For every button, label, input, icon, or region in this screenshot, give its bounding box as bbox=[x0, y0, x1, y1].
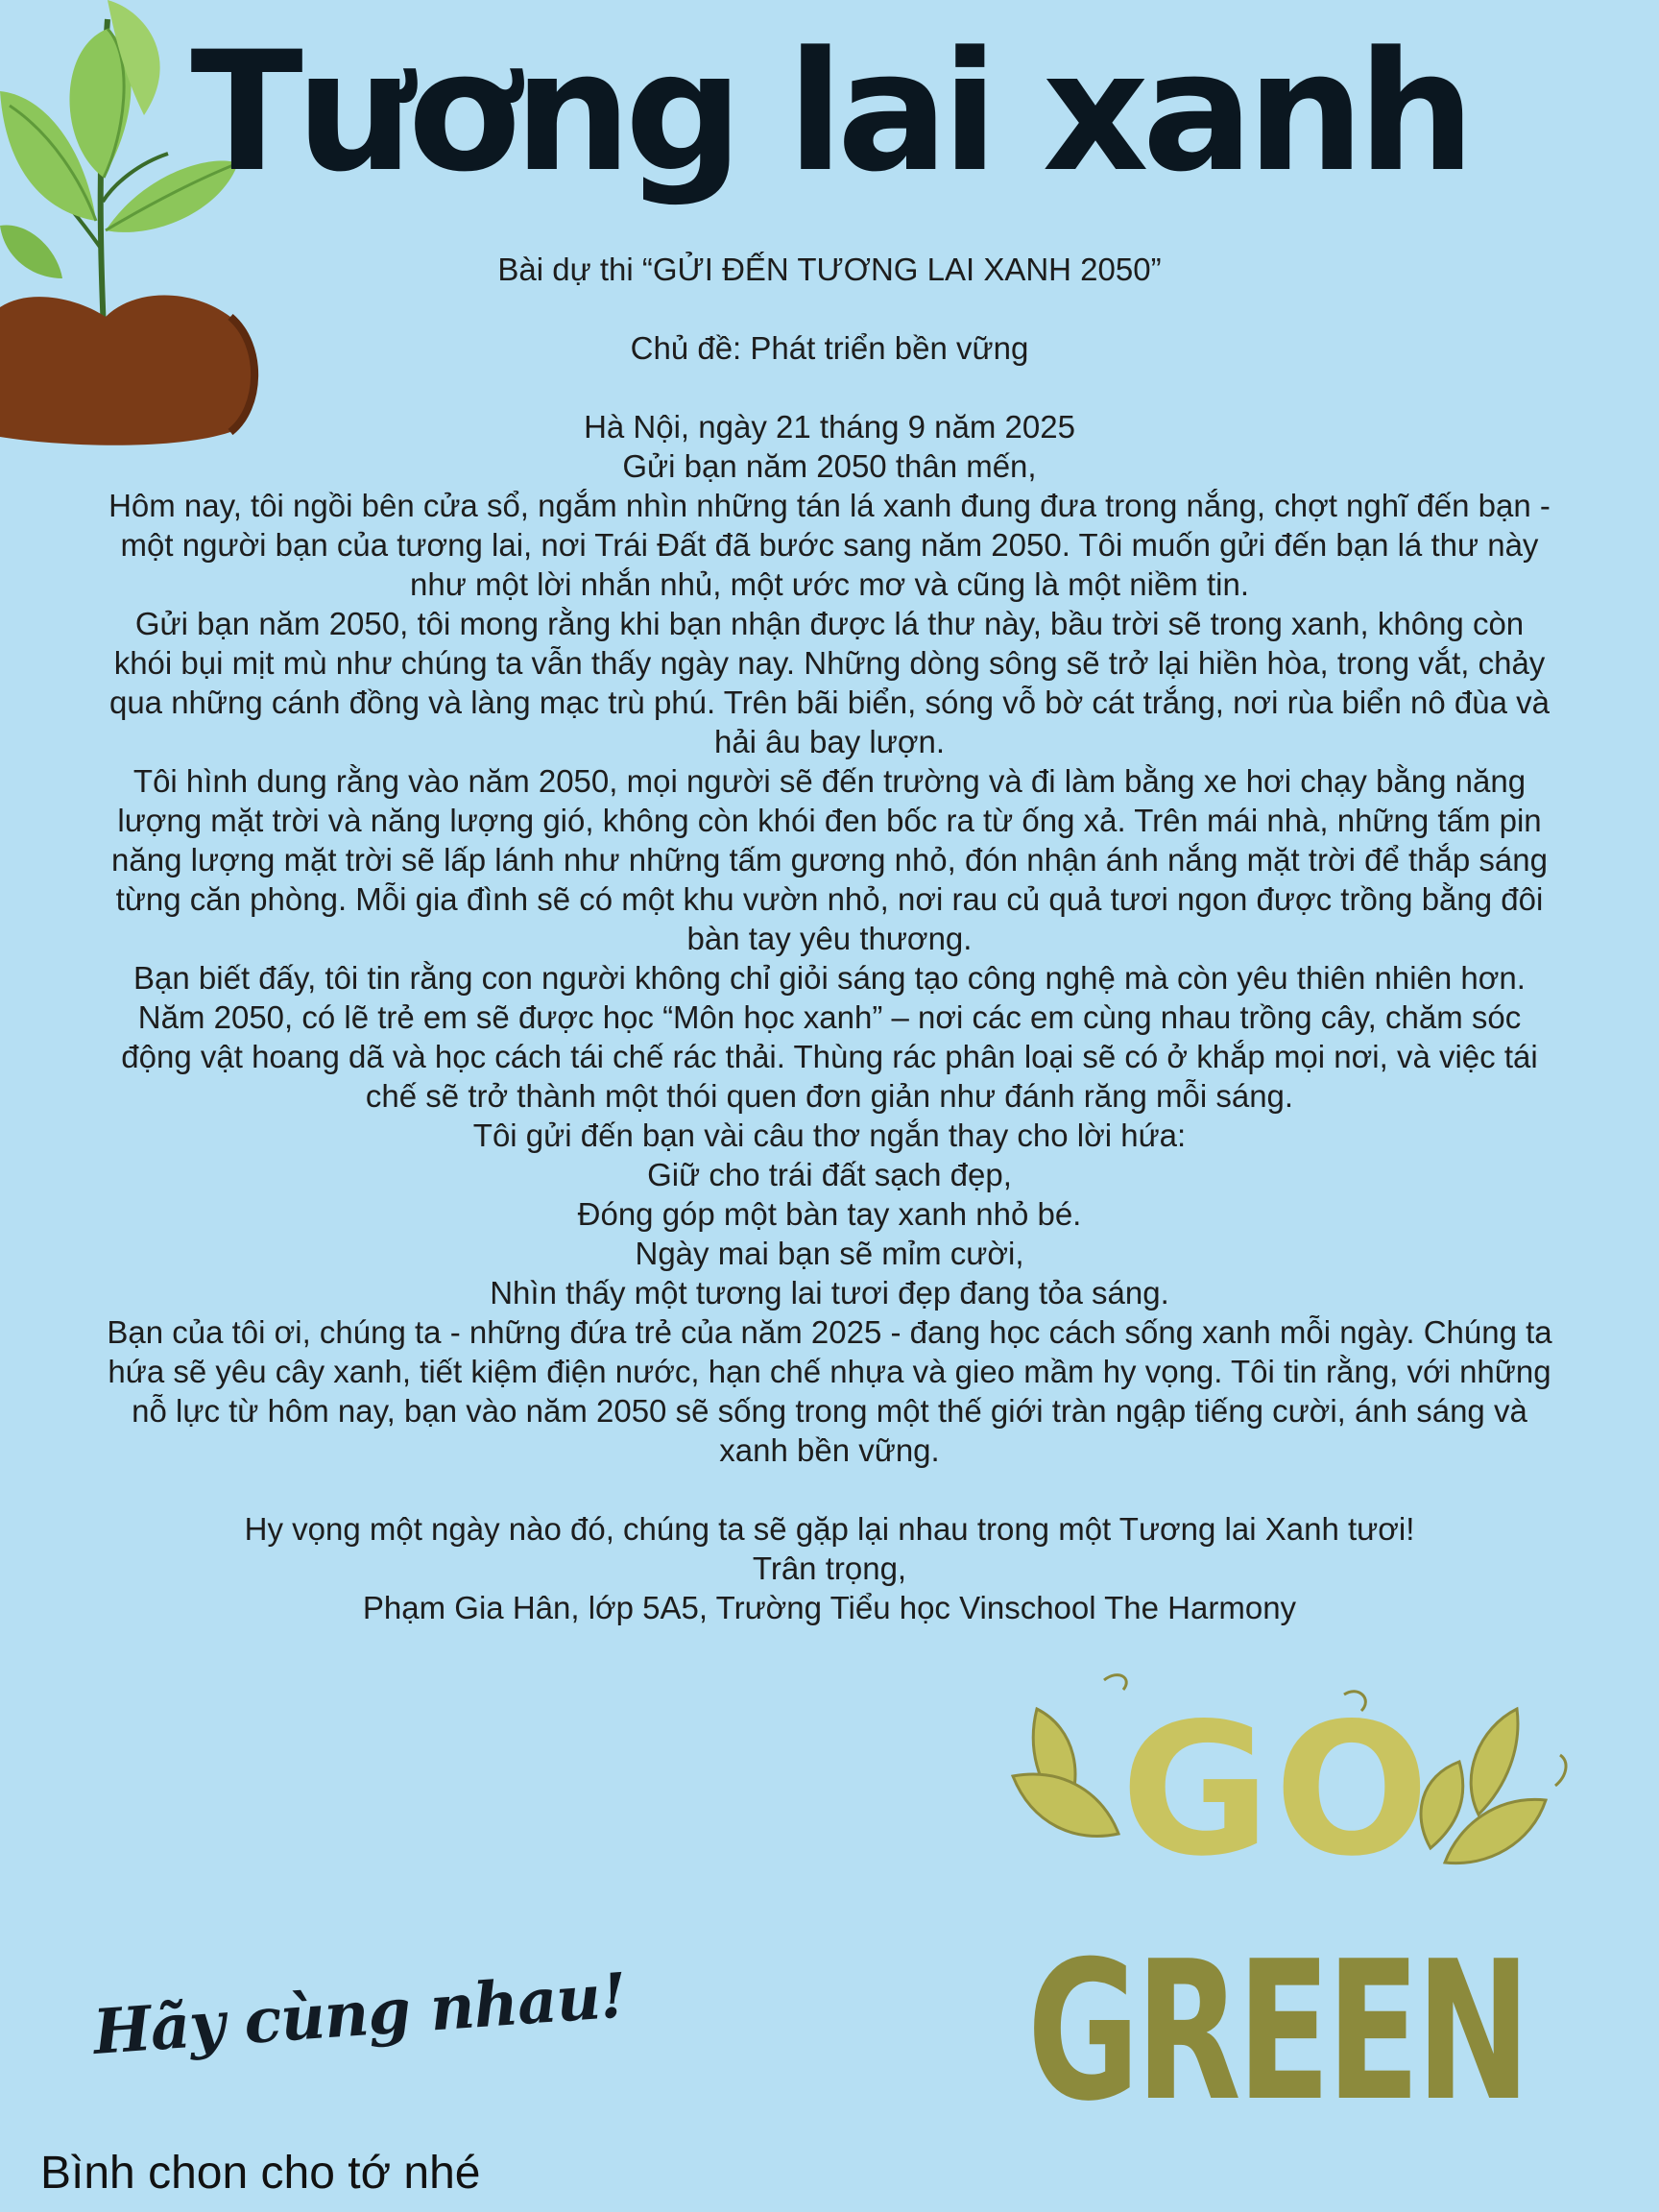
signature: Phạm Gia Hân, lớp 5A5, Trường Tiểu học Vinschool The Harmony bbox=[362, 1590, 1297, 1625]
poem-line-2: Đóng góp một bàn tay xanh nhỏ bé. bbox=[577, 1196, 1082, 1232]
paragraph-3: Tôi hình dung rằng vào năm 2050, mọi người sẽ đến trường và đi làm bằng xe hơi chạy bằng năng lượng mặt trời và năng lượng gió, không còn khói đen bốc ra từ ống xả. Trên mái nhà, những tấm pin năng lượng mặt trời sẽ lấp lánh như những tấm gương nhỏ, đón nhận ánh nắng mặt trời để thắp sáng từng căn phòng. Mỗi gia đình sẽ có một khu vườn nhỏ, nơi rau củ quả tươi ngon được trồng bằng đôi bàn tay yêu thương. bbox=[111, 763, 1548, 956]
go-green-logo bbox=[1008, 1671, 1565, 2170]
paragraph-1: Hôm nay, tôi ngồi bên cửa sổ, ngắm nhìn những tán lá xanh đung đưa trong nắng, chợt nghĩ đến bạn - một người bạn của tương lai, nơi Trái Đất đã bước sang năm 2050. Tôi muốn gửi đến bạn lá thư này như một lời nhắn nhủ, một ước mơ và cũng là một niềm tin. bbox=[108, 488, 1551, 602]
slogan: Hãy cùng nhau! bbox=[90, 1960, 629, 2069]
vote-text: Bình chon cho tớ nhé bbox=[40, 2148, 481, 2199]
go-text: GO bbox=[1120, 1684, 1433, 1896]
hope-line: Hy vọng một ngày nào đó, chúng ta sẽ gặp lại nhau trong một Tương lai Xanh tươi! bbox=[244, 1511, 1415, 1547]
closing-paragraph: Bạn của tôi ơi, chúng ta - những đứa trẻ của năm 2025 - đang học cách sống xanh mỗi ngày. Chúng ta hứa sẽ yêu cây xanh, tiết kiệm điện nước, hạn chế nhựa và gieo mầm hy vọng. Tôi tin rằng, với những nỗ lực từ hôm nay, bạn vào năm 2050 sẽ sống trong một thế giới tràn ngập tiếng cười, ánh sáng và xanh bền vững. bbox=[107, 1314, 1552, 1468]
paragraph-2: Gửi bạn năm 2050, tôi mong rằng khi bạn nhận được lá thư này, bầu trời sẽ trong xanh, không còn khói bụi mịt mù như chúng ta vẫn thấy ngày nay. Những dòng sông sẽ trở lại hiền hòa, trong vắt, chảy qua những cánh đồng và làng mạc trù phú. Trên bãi biển, sóng vỗ bờ cát trắng, nơi rùa biển nô đùa và hải âu bay lượn. bbox=[108, 606, 1551, 759]
poem-line-1: Giữ cho trái đất sạch đẹp, bbox=[647, 1157, 1012, 1192]
letter-body bbox=[106, 250, 1553, 1627]
greeting: Gửi bạn năm 2050 thân mến, bbox=[622, 448, 1037, 484]
green-text: GREEN bbox=[1027, 1920, 1527, 2144]
theme-line: Chủ đề: Phát triển bền vững bbox=[630, 330, 1029, 366]
contest-subtitle: Bài dự thi “GỬI ĐẾN TƯƠNG LAI XANH 2050” bbox=[497, 252, 1162, 287]
date-line: Hà Nội, ngày 21 tháng 9 năm 2025 bbox=[584, 409, 1075, 445]
poem-intro: Tôi gửi đến bạn vài câu thơ ngắn thay cho lời hứa: bbox=[472, 1118, 1187, 1153]
page-title: Tương lai xanh bbox=[190, 15, 1469, 208]
paragraph-4: Bạn biết đấy, tôi tin rằng con người không chỉ giỏi sáng tạo công nghệ mà còn yêu thiên nhiên hơn. Năm 2050, có lẽ trẻ em sẽ được học “Môn học xanh” – nơi các em cùng nhau trồng cây, chăm sóc động vật hoang dã và học cách tái chế rác thải. Thùng rác phân loại sẽ có ở khắp mọi nơi, và việc tái chế sẽ trở thành một thói quen đơn giản như đánh răng mỗi sáng. bbox=[121, 960, 1538, 1114]
poem-line-3: Ngày mai bạn sẽ mỉm cười, bbox=[635, 1236, 1024, 1271]
poem-line-4: Nhìn thấy một tương lai tươi đẹp đang tỏa sáng. bbox=[490, 1275, 1169, 1310]
regards: Trân trọng, bbox=[752, 1551, 907, 1586]
